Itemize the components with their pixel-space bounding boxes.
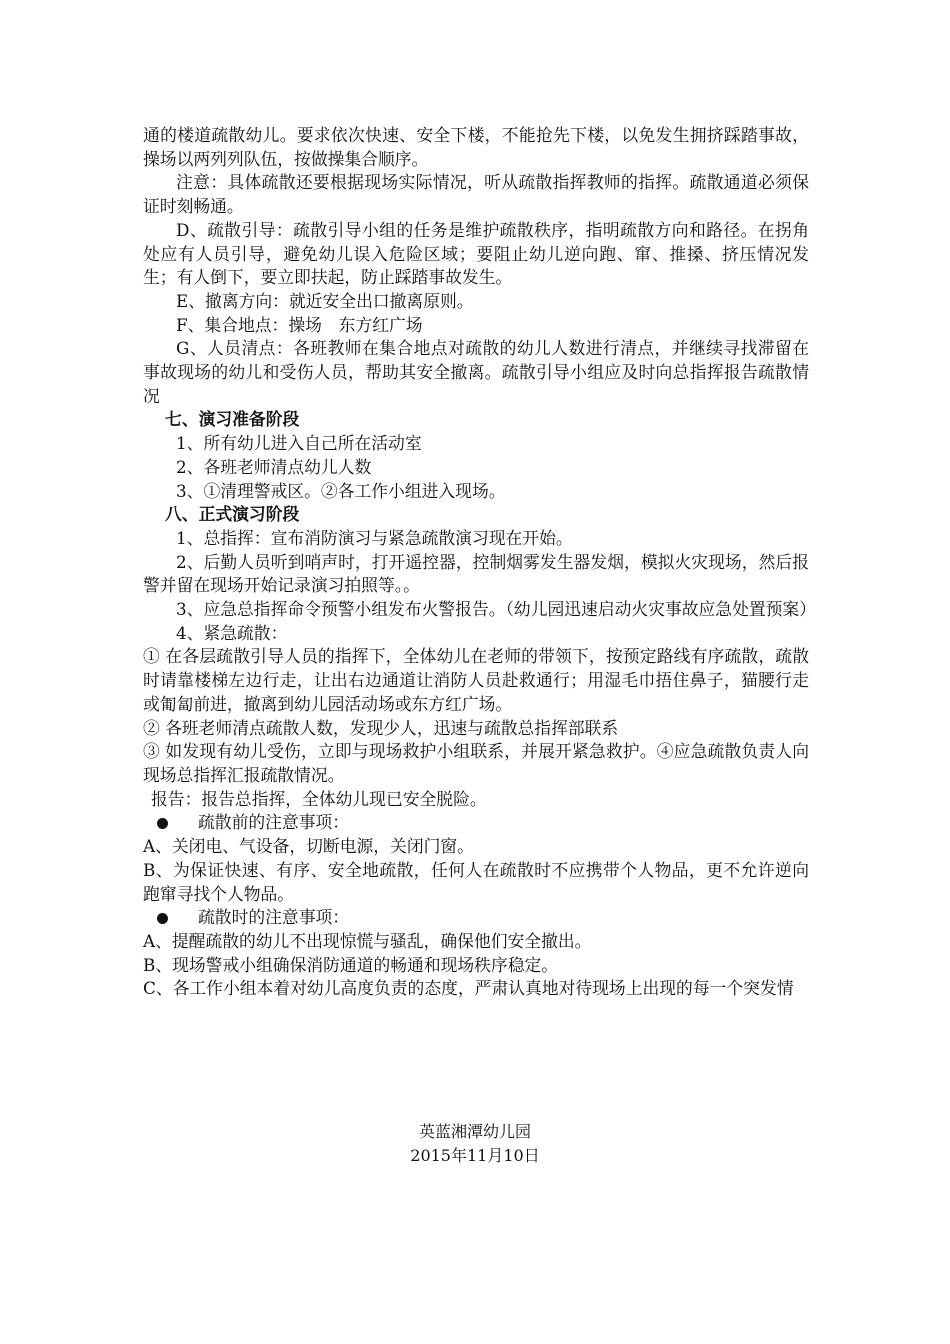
bullet-heading-label: 疏散时的注意事项： <box>198 907 350 928</box>
bullet-heading-during-evacuation <box>143 906 809 930</box>
list-item: 3、应急总指挥命令预警小组发布火警报告。（幼儿园迅速启动火灾事故应急处置预案） <box>176 599 816 620</box>
document-footer <box>0 1120 950 1168</box>
document-body <box>143 124 816 1001</box>
list-item: 4、紧急疏散： <box>176 622 288 643</box>
list-item: 2、各班老师清点幼儿人数 <box>176 456 372 477</box>
bullet-heading-label: 疏散前的注意事项： <box>198 812 350 833</box>
bullet-heading-before-evacuation <box>143 811 809 835</box>
paragraph-evacuation-guidance: D、疏散引导：疏散引导小组的任务是维护疏散秩序，指明疏散方向和路径。在拐角处应有人员引导，避免幼儿误入危险区域；要阻止幼儿逆向跑、窜、推搡、挤压情况发生；有人倒下，要立即扶起，防止踩踏事故发生。 <box>143 219 809 288</box>
list-item: 1、总指挥：宣布消防演习与紧急疏散演习现在开始。 <box>176 527 573 548</box>
list-item: B、为保证快速、有序、安全地疏散，任何人在疏散时不应携带个人物品，更不允许逆向跑窜寻找个人物品。 <box>143 859 809 904</box>
list-item: ② 各班老师清点疏散人数，发现少人，迅速与疏散总指挥部联系 <box>143 717 619 738</box>
bullet-dot-icon <box>157 818 168 829</box>
footer-date: 2015年11月10日 <box>410 1146 540 1165</box>
footer-organization: 英蓝湘潭幼儿园 <box>418 1122 531 1141</box>
paragraph-assembly-point: F、集合地点：操场 东方红广场 <box>176 314 423 335</box>
list-item: 1、所有幼儿进入自己所在活动室 <box>176 433 422 454</box>
list-item: A、提醒疏散的幼儿不出现惊慌与骚乱，确保他们安全撤出。 <box>143 930 592 951</box>
section-heading-formal-drill: 八、正式演习阶段 <box>165 504 300 525</box>
list-item: C、各工作小组本着对幼儿高度负责的态度，严肃认真地对待现场上出现的每一个突发情 <box>143 978 794 999</box>
list-item: 2、后勤人员听到哨声时，打开遥控器，控制烟雾发生器发烟，模拟火灾现场，然后报警并留在现场开始记录演习拍照等。。 <box>143 551 809 596</box>
paragraph-headcount: G、人员清点：各班教师在集合地点对疏散的幼儿人数进行清点，并继续寻找滞留在事故现场的幼儿和受伤人员，帮助其安全撤离。疏散引导小组应及时向总指挥报告疏散情况 <box>143 338 809 406</box>
list-item: A、关闭电、气设备，切断电源，关闭门窗。 <box>143 836 474 857</box>
paragraph-note: 注意：具体疏散还要根据现场实际情况，听从疏散指挥教师的指挥。疏散通道必须保证时刻畅通。 <box>143 172 809 217</box>
list-item: ① 在各层疏散引导人员的指挥下，全体幼儿在老师的带领下，按预定路线有序疏散，疏散时请靠楼梯左边行走，让出右边通道让消防人员赴救通行；用湿毛巾捂住鼻子，猫腰行走或匍匐前进，撤离到幼儿园活动场或东方红广场。 <box>143 646 809 714</box>
paragraph-evacuation-stairs: 通的楼道疏散幼儿。要求依次快速、安全下楼，不能抢先下楼，以免发生拥挤踩踏事故，操场以两列列队伍，按做操集合顺序。 <box>143 125 809 169</box>
list-item: ③ 如发现有幼儿受伤，立即与现场救护小组联系，并展开紧急救护。④应急疏散负责人向现场总指挥汇报疏散情况。 <box>143 741 809 785</box>
bullet-dot-icon <box>157 913 168 924</box>
list-item: B、现场警戒小组确保消防通道的畅通和现场秩序稳定。 <box>143 954 559 975</box>
section-heading-preparation: 七、演习准备阶段 <box>165 409 300 430</box>
paragraph-evacuation-direction: E、撤离方向：就近安全出口撤离原则。 <box>176 290 474 311</box>
list-item: 3、①清理警戒区。②各工作小组进入现场。 <box>176 480 506 501</box>
paragraph-report: 报告：报告总指挥，全体幼儿现已安全脱险。 <box>151 788 487 809</box>
